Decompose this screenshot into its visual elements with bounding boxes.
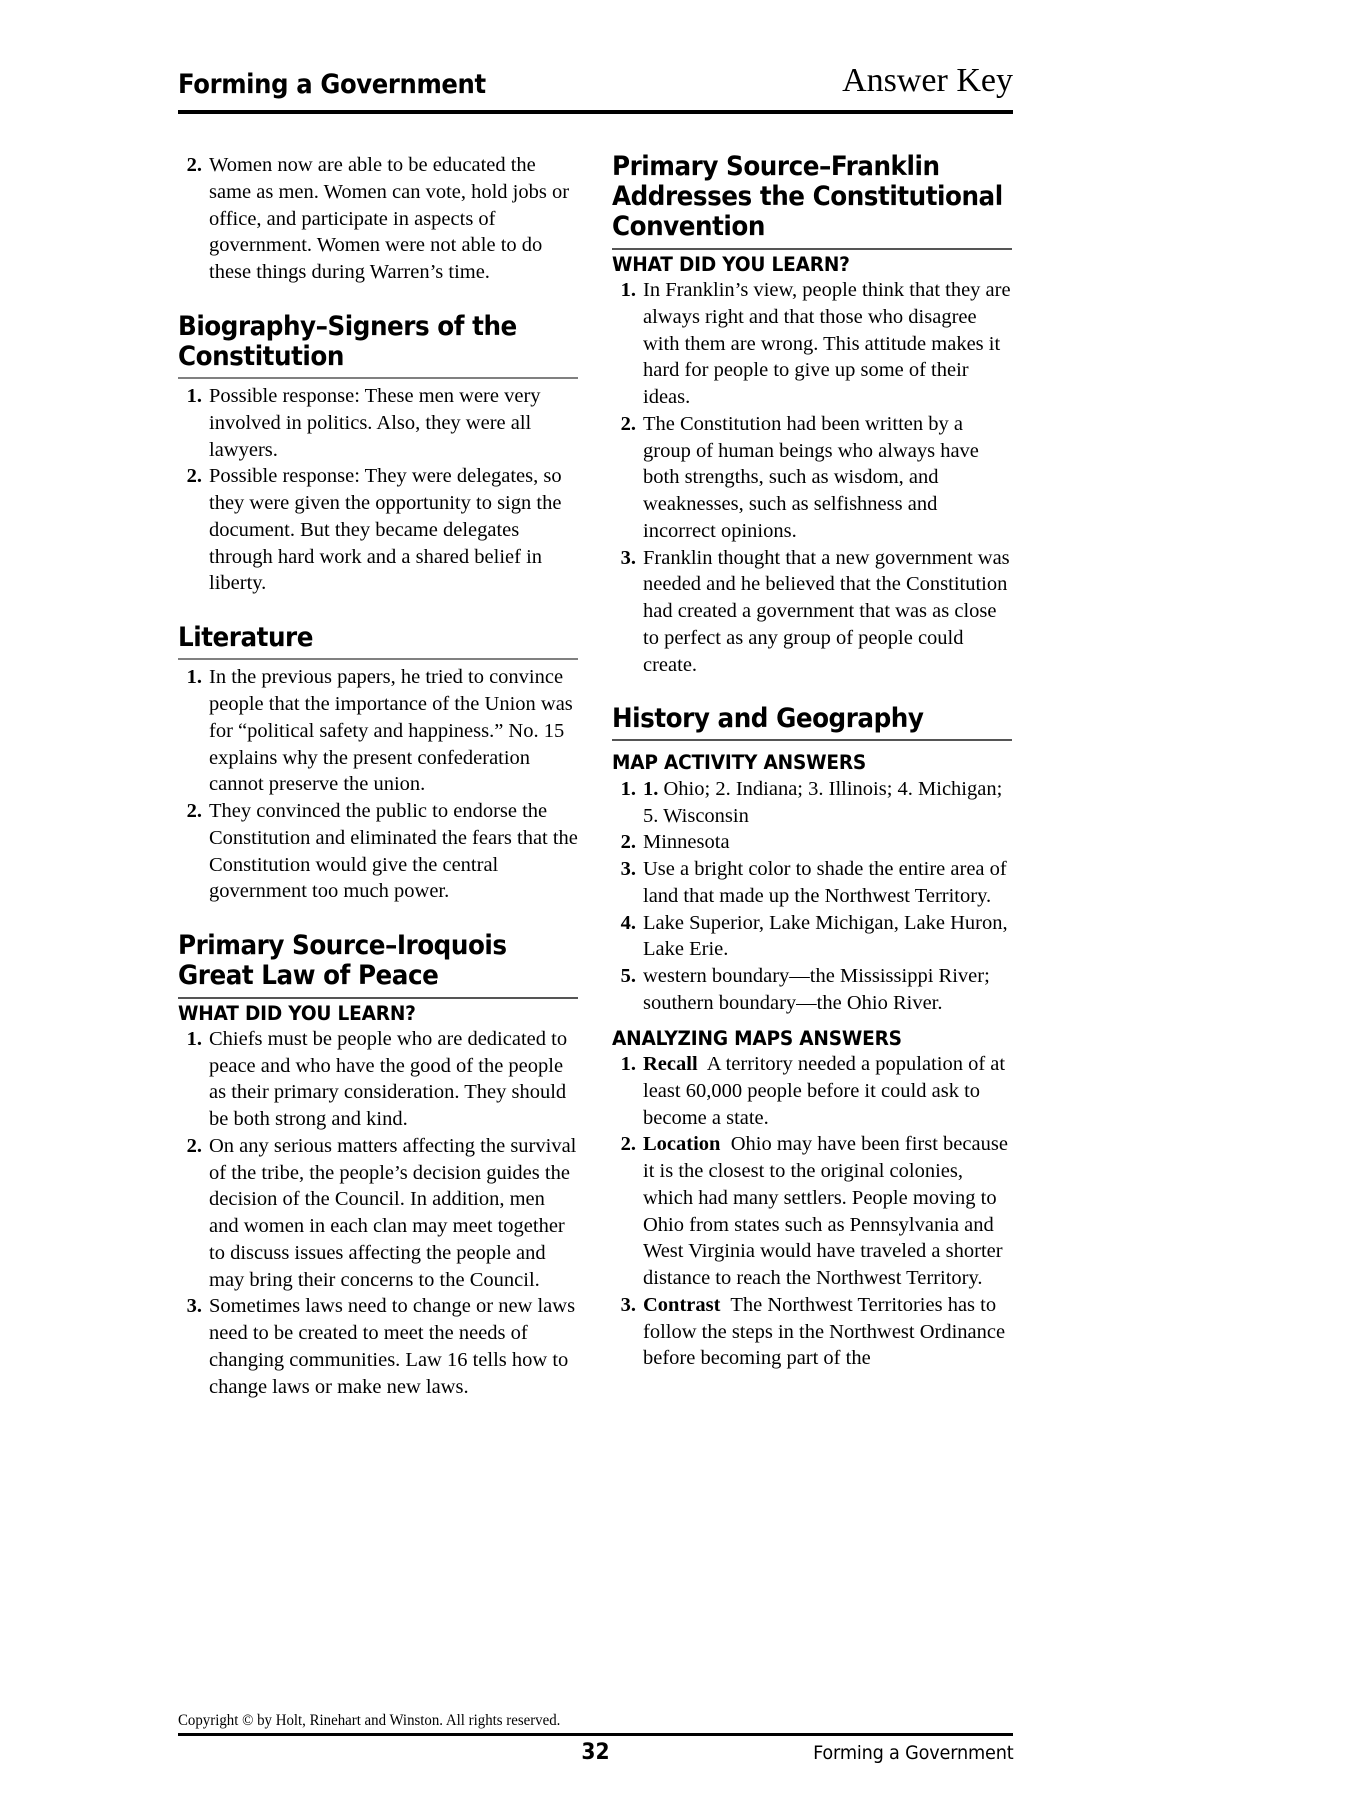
list-item-text: On any serious matters affecting the survival of the tribe, the people’s decision guides the decision of the Council. In addition, men and women in each clan may meet together to discuss issues affecting the people and may bring their concerns to the Council. (209, 1134, 577, 1291)
franklin-answer-list (612, 277, 1012, 678)
page-footer (178, 1712, 1013, 1774)
list-item-number: 1. (620, 1053, 636, 1076)
list-item-text: They convinced the public to endorse the Constitution and eliminated the fears that the Constitution would give the central government too much power. (209, 800, 578, 903)
list-item-number: 1. (620, 777, 636, 800)
footer-book-title: Forming a Government (812, 1741, 1013, 1764)
subsection-analyzing-maps-answers (612, 1028, 1012, 1050)
section-heading: Biography–Signers of the Constitution (178, 310, 517, 372)
list-item-inner-number: 1. (643, 777, 659, 800)
list-item-text: Franklin thought that a new government was needed and he believed that the Constitution had created a government that was as close to perfect as any group of people could create. (643, 546, 1010, 676)
running-head-chapter-title: Forming a Government (178, 69, 486, 100)
analyzing-maps-answer-list (612, 1051, 1012, 1372)
list-item (178, 463, 578, 597)
list-item (612, 1292, 1012, 1372)
list-item-number: 2. (186, 800, 202, 823)
list-item (178, 1133, 578, 1294)
list-item (612, 963, 1012, 1017)
running-head-answer-key-label: Answer Key (842, 62, 1013, 99)
list-item-lead-label: Location (643, 1133, 721, 1156)
list-item-text: Ohio may have been first because it is the closest to the original colonies, which had many settlers. People moving to Ohio from states such as Pennsylvania and West Virginia would have traveled a shorter distance to reach the Northwest Territory. (643, 1133, 1008, 1290)
subsection-heading: ANALYZING MAPS ANSWERS (612, 1026, 902, 1050)
list-item (612, 776, 1012, 830)
list-item-text: In the previous papers, he tried to convince people that the importance of the Union was for “political safety and happiness.” No. 15 explains why the present confederation cannot preserve the union. (209, 666, 573, 796)
page-number: 32 (581, 1739, 610, 1765)
list-item (612, 910, 1012, 964)
list-item-text: Chiefs must be people who are dedicated to peace and who have the good of the people as their primary consideration. They should be both strong and kind. (209, 1027, 568, 1131)
list-item-number: 3. (620, 858, 636, 881)
list-item-number: 2. (620, 412, 636, 435)
list-item-number: 4. (620, 911, 636, 934)
list-item (612, 545, 1012, 679)
map-activity-answer-list (612, 776, 1012, 1017)
list-item-number: 2. (186, 1134, 202, 1157)
list-item-text: Sometimes laws need to change or new laws need to be created to meet the needs of changing communities. Law 16 tells how to change laws or make new laws. (209, 1295, 576, 1398)
list-item (612, 1051, 1012, 1131)
list-item-number: 1. (186, 1027, 202, 1050)
list-item-text: In Franklin’s view, people think that they are always right and that those who disagree with them are wrong. This attitude makes it hard for people to give up some of their ideas. (643, 279, 1011, 409)
list-item-text: Possible response: These men were very involved in politics. Also, they were all lawyers. (209, 385, 541, 461)
running-head (178, 64, 1013, 98)
list-item (612, 1131, 1012, 1292)
section-history-and-geography (612, 704, 1012, 741)
section-heading-rule (612, 248, 1012, 250)
list-item-text: Lake Superior, Lake Michigan, Lake Huron, Lake Erie. (643, 911, 1008, 961)
subsection-map-activity-answers (612, 752, 1012, 774)
running-head-divider (178, 110, 1013, 114)
subsection-heading: MAP ACTIVITY ANSWERS (612, 751, 867, 775)
footer-row (178, 1740, 1013, 1774)
section-primary-source-iroquois (178, 931, 578, 998)
list-item (178, 1026, 578, 1133)
list-item (178, 383, 578, 463)
list-item-number: 2. (620, 1133, 636, 1156)
list-item-text: western boundary—the Mississippi River; southern boundary—the Ohio River. (643, 965, 990, 1014)
continued-answer-list (178, 152, 578, 286)
list-item (612, 277, 1012, 411)
section-heading-rule (178, 377, 578, 379)
right-column (612, 152, 1012, 1372)
list-item (178, 1293, 578, 1400)
list-item (612, 829, 1012, 856)
copyright-notice: Copyright © by Holt, Rinehart and Winston. All rights reserved. (178, 1712, 561, 1729)
section-literature (178, 623, 578, 660)
left-column (178, 152, 578, 1400)
literature-answer-list (178, 664, 578, 905)
subsection-what-did-you-learn (612, 254, 1012, 276)
subsection-heading: WHAT DID YOU LEARN? (612, 252, 850, 276)
biography-answer-list (178, 383, 578, 597)
section-biography-signers (178, 312, 578, 379)
list-item (178, 664, 578, 798)
section-heading: Primary Source–Franklin Addresses the Constitutional Convention (612, 151, 1003, 243)
list-item-number: 3. (620, 546, 636, 569)
list-item-text: Possible response: They were delegates, so they were given the opportunity to sign the document. But they became delegates through hard work and a shared belief in liberty. (209, 465, 562, 595)
list-item-number: 2. (186, 154, 202, 176)
section-heading-rule (178, 658, 578, 660)
list-item-text: Women now are able to be educated the same as men. Women can vote, hold jobs or office, and participate in aspects of government. Women were not able to do these things during Warren’s time. (209, 154, 570, 283)
section-heading-rule (612, 739, 1012, 741)
list-item-text: Minnesota (643, 831, 730, 854)
list-item (612, 856, 1012, 910)
list-item-number: 2. (186, 465, 202, 488)
section-heading-rule (178, 997, 578, 999)
list-item-number: 1. (620, 279, 636, 302)
list-item-lead-label: Recall (643, 1053, 698, 1076)
subsection-heading: WHAT DID YOU LEARN? (178, 1001, 416, 1025)
list-item (612, 411, 1012, 545)
subsection-what-did-you-learn (178, 1003, 578, 1025)
section-heading: Primary Source–Iroquois Great Law of Peace (178, 930, 507, 992)
list-item-number: 3. (186, 1295, 202, 1318)
list-item (178, 152, 578, 286)
list-item-number: 1. (186, 385, 202, 408)
list-item-number: 2. (620, 831, 636, 854)
list-item-number: 3. (620, 1293, 636, 1316)
list-item-number: 5. (620, 965, 636, 988)
iroquois-answer-list (178, 1026, 578, 1401)
list-item-lead-label: Contrast (643, 1293, 721, 1316)
list-item-text: Use a bright color to shade the entire area of land that made up the Northwest Territory. (643, 858, 1007, 907)
section-primary-source-franklin (612, 152, 1012, 250)
section-heading: Literature (178, 622, 313, 654)
list-item-text: The Northwest Territories has to follow the steps in the Northwest Ordinance before becoming part of the (643, 1293, 1006, 1370)
list-item-number: 1. (186, 666, 202, 689)
list-item-text: The Constitution had been written by a group of human beings who always have both strengths, such as wisdom, and weaknesses, such as selfishness and incorrect opinions. (643, 412, 979, 542)
footer-divider (178, 1733, 1013, 1736)
list-item-text: A territory needed a population of at least 60,000 people before it could ask to become a state. (643, 1053, 1006, 1129)
list-item-text: Ohio; 2. Indiana; 3. Illinois; 4. Michigan; 5. Wisconsin (643, 777, 1003, 827)
list-item (178, 798, 578, 905)
section-heading: History and Geography (612, 703, 924, 735)
